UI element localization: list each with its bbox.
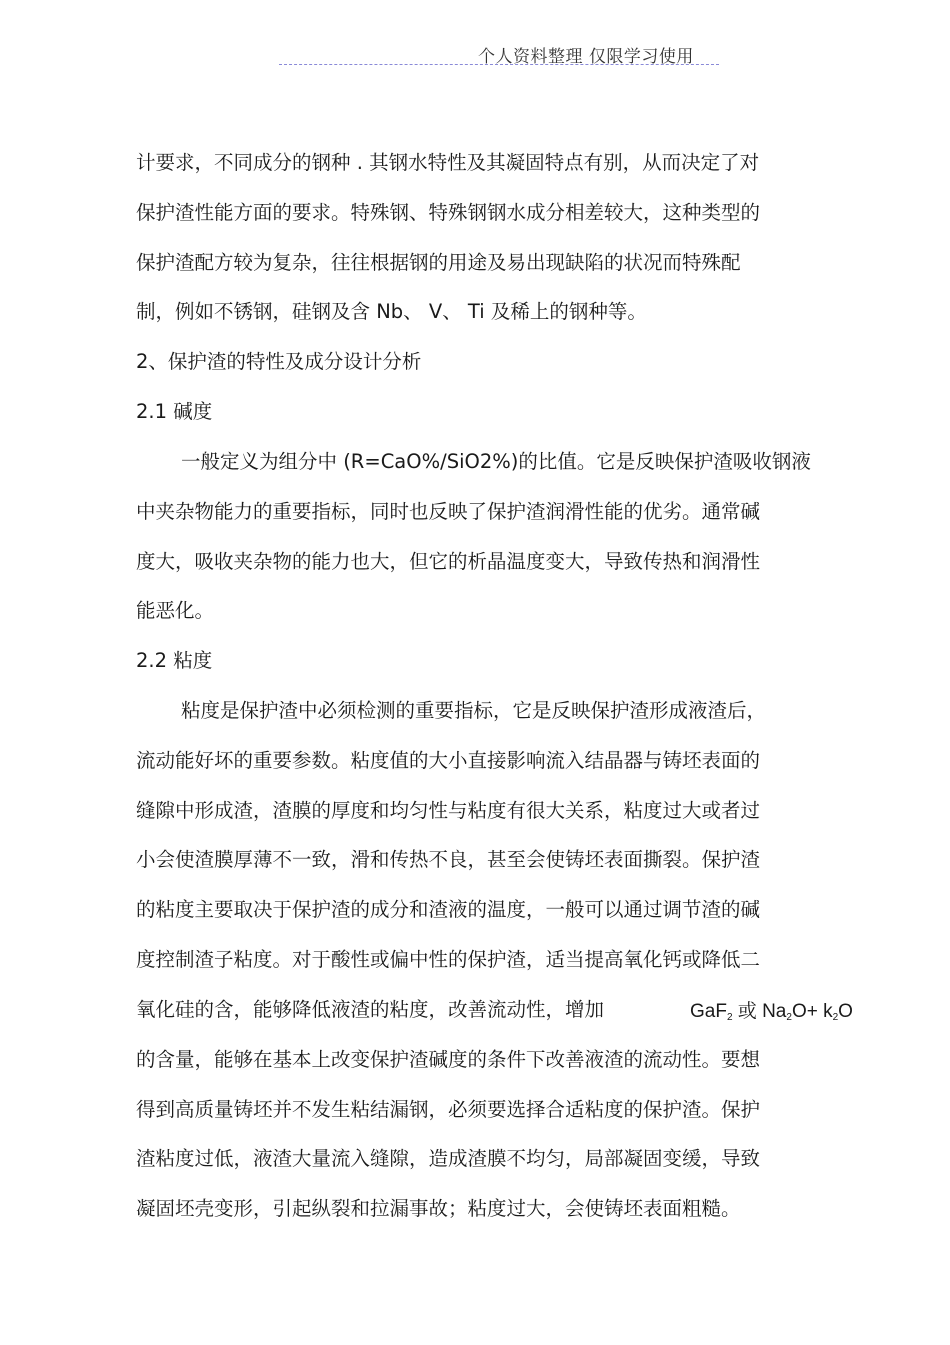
paragraph-line: 氧化硅的含，能够降低液渣的粘度，改善流动性，增加 [136,998,605,1021]
paragraph-line: 得到高质量铸坯并不发生粘结漏钢，必须要选择合适粘度的保护渣。保护 [136,1098,761,1121]
formula-part: 或 [732,1001,763,1022]
paragraph-line: 保护渣性能方面的要求。特殊钢、特殊钢钢水成分相差较大，这种类型的 [136,201,761,224]
paragraph-line: 凝固坯壳变形，引起纵裂和拉漏事故；粘度过大，会使铸坯表面粗糙。 [136,1197,741,1220]
subsection-heading: 2.2 粘度 [136,649,213,672]
formula-part: Na [762,1001,787,1022]
paragraph-line: 中夹杂物能力的重要指标，同时也反映了保护渣润滑性能的优劣。通常碱 [136,500,761,523]
chemical-formula [690,999,853,1031]
paragraph-line: 流动能好坏的重要参数。粘度值的大小直接影响流入结晶器与铸坯表面的 [136,749,761,772]
subsection-heading: 2.1 碱度 [136,400,213,423]
paragraph-line: 渣粘度过低，液渣大量流入缝隙，造成渣膜不均匀，局部凝固变缓，导致 [136,1147,761,1170]
section-heading: 2、保护渣的特性及成分设计分析 [136,350,422,373]
paragraph-line: 的粘度主要取决于保护渣的成分和渣液的温度，一般可以通过调节渣的碱 [136,898,761,921]
formula-subscript: 2 [832,1012,839,1023]
paragraph-line: 度大，吸收夹杂物的能力也大，但它的析晶温度变大，导致传热和润滑性 [136,550,761,573]
formula-subscript: 2 [786,1012,792,1023]
formula-subscript: 2 [726,1012,733,1023]
paragraph-line: 小会使渣膜厚薄不一致，滑和传热不良，甚至会使铸坯表面撕裂。保护渣 [136,848,761,871]
paragraph-line: 缝隙中形成渣，渣膜的厚度和均匀性与粘度有很大关系，粘度过大或者过 [136,799,761,822]
paragraph-line: 粘度是保护渣中必须检测的重要指标，它是反映保护渣形成液渣后， [181,699,767,722]
paragraph-line: 度控制渣子粘度。对于酸性或偏中性的保护渣，适当提高氧化钙或降低二 [136,948,761,971]
paragraph-line: 制，例如不锈钢，硅钢及含 Nb、 V、 Ti 及稀上的钢种等。 [136,300,647,323]
header-dashed-rule [279,64,719,65]
paragraph-line: 计要求，不同成分的钢种 . 其钢水特性及其凝固特点有别，从而决定了对 [136,151,760,174]
formula-part: O+ k [791,1001,833,1022]
formula-part: GaF [690,1001,727,1022]
paragraph-line: 的含量，能够在基本上改变保护渣碱度的条件下改善液渣的流动性。要想 [136,1048,761,1071]
paragraph-line: 能恶化。 [136,599,215,622]
paragraph-line: 保护渣配方较为复杂，往往根据钢的用途及易出现缺陷的状况而特殊配 [136,251,741,274]
paragraph-line: 一般定义为组分中 (R=CaO%/SiO2%)的比值。它是反映保护渣吸收钢液 [181,450,811,473]
formula-part: O [838,1001,853,1022]
header-text: 个人资料整理 仅限学习使用 [478,47,694,67]
